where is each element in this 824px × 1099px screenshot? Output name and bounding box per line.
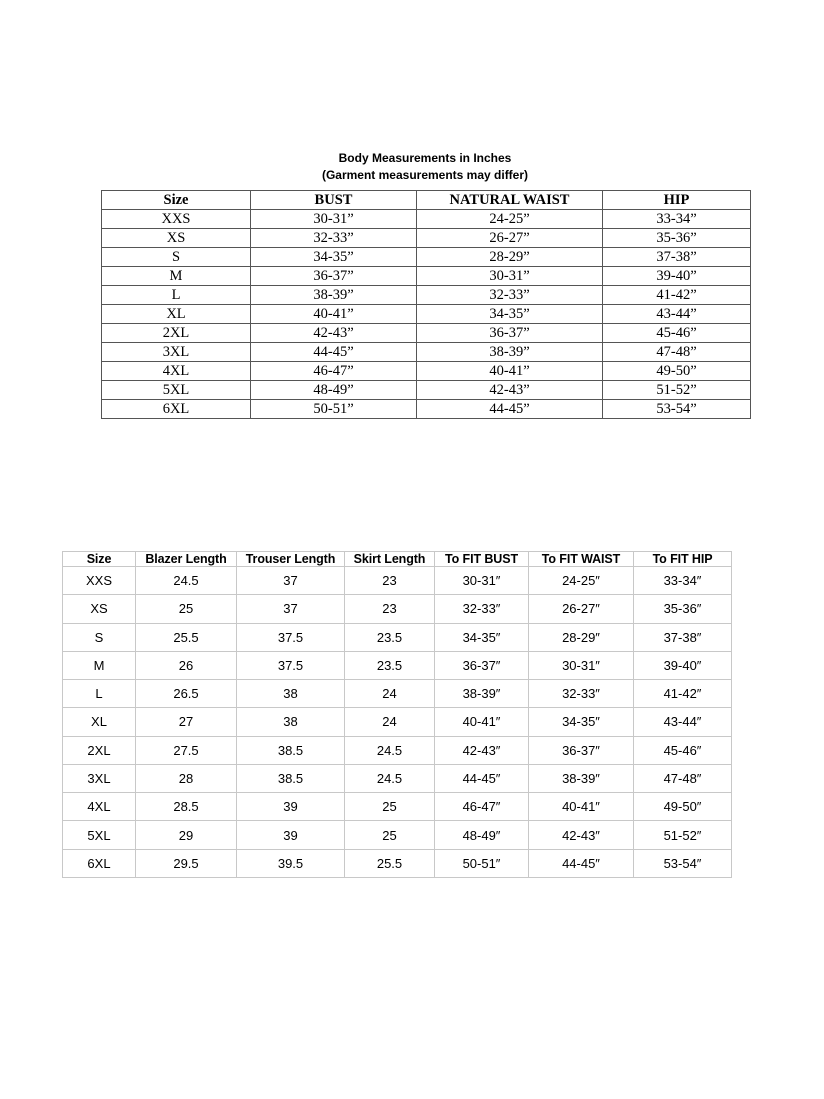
table-cell: 34-35” [417, 305, 603, 324]
column-header: To FIT BUST [435, 552, 529, 567]
column-header: NATURAL WAIST [417, 191, 603, 210]
table-row [102, 400, 751, 419]
table-cell: 30-31″ [529, 651, 634, 679]
table-cell: M [63, 651, 136, 679]
table-cell: XS [63, 595, 136, 623]
table-cell: 40-41″ [435, 708, 529, 736]
table-cell: 37 [237, 595, 345, 623]
table-cell: 37 [237, 567, 345, 595]
table-cell: 34-35” [251, 248, 417, 267]
table-cell: 24.5 [136, 567, 237, 595]
table-cell: 42-43″ [529, 821, 634, 849]
table-cell: 25 [345, 821, 435, 849]
column-header: To FIT HIP [634, 552, 732, 567]
table-cell: 35-36” [603, 229, 751, 248]
table-cell: 37.5 [237, 651, 345, 679]
table-cell: 49-50″ [634, 793, 732, 821]
table-row [63, 651, 732, 679]
body-measurements-heading [100, 150, 750, 184]
table-cell: 24-25” [417, 210, 603, 229]
table-cell: 48-49″ [435, 821, 529, 849]
table-row [63, 764, 732, 792]
table-cell: XL [102, 305, 251, 324]
table-cell: L [102, 286, 251, 305]
table-cell: 37.5 [237, 623, 345, 651]
table-cell: 35-36″ [634, 595, 732, 623]
table-row [63, 821, 732, 849]
table-cell: 39.5 [237, 849, 345, 877]
column-header: Skirt Length [345, 552, 435, 567]
table-cell: 34-35″ [529, 708, 634, 736]
table-row [63, 567, 732, 595]
table-row [102, 229, 751, 248]
column-header: Trouser Length [237, 552, 345, 567]
table-cell: 38-39” [251, 286, 417, 305]
column-header: Size [63, 552, 136, 567]
table-cell: 27.5 [136, 736, 237, 764]
table-cell: 32-33″ [435, 595, 529, 623]
table-cell: 40-41″ [529, 793, 634, 821]
table-cell: 26-27” [417, 229, 603, 248]
table-cell: 39-40” [603, 267, 751, 286]
table-cell: 25 [136, 595, 237, 623]
table-cell: 38.5 [237, 736, 345, 764]
table-row [102, 305, 751, 324]
table-cell: 42-43″ [435, 736, 529, 764]
table-cell: 5XL [63, 821, 136, 849]
table-cell: 28-29″ [529, 623, 634, 651]
column-header: HIP [603, 191, 751, 210]
table-cell: 32-33” [417, 286, 603, 305]
table-cell: 4XL [63, 793, 136, 821]
column-header: BUST [251, 191, 417, 210]
garment-size-table [62, 551, 732, 878]
table-cell: 53-54″ [634, 849, 732, 877]
table-row [102, 248, 751, 267]
table-cell: 44-45” [417, 400, 603, 419]
table-cell: 33-34″ [634, 567, 732, 595]
table-cell: 44-45” [251, 343, 417, 362]
table-cell: 44-45″ [435, 764, 529, 792]
table-cell: 3XL [102, 343, 251, 362]
table-cell: 47-48” [603, 343, 751, 362]
table-cell: 27 [136, 708, 237, 736]
table-cell: 38-39″ [435, 680, 529, 708]
table-cell: 45-46” [603, 324, 751, 343]
table-cell: 23.5 [345, 651, 435, 679]
table-cell: 37-38″ [634, 623, 732, 651]
table-cell: XXS [63, 567, 136, 595]
table-row [63, 680, 732, 708]
table-cell: XL [63, 708, 136, 736]
column-header: To FIT WAIST [529, 552, 634, 567]
table-cell: 25 [345, 793, 435, 821]
body-measurements-table [101, 190, 751, 419]
table-cell: 33-34” [603, 210, 751, 229]
column-header: Size [102, 191, 251, 210]
table-cell: 44-45″ [529, 849, 634, 877]
table-cell: 30-31” [251, 210, 417, 229]
table-row [102, 267, 751, 286]
table-row [102, 343, 751, 362]
table-cell: 32-33″ [529, 680, 634, 708]
table-row [63, 623, 732, 651]
table-cell: 39 [237, 821, 345, 849]
table-cell: 51-52” [603, 381, 751, 400]
table-cell: 24.5 [345, 764, 435, 792]
table-cell: 2XL [63, 736, 136, 764]
table-cell: S [63, 623, 136, 651]
table-cell: 23 [345, 567, 435, 595]
table-cell: 46-47″ [435, 793, 529, 821]
table-row [102, 210, 751, 229]
table-cell: 24-25″ [529, 567, 634, 595]
table-cell: 28 [136, 764, 237, 792]
table-cell: 24 [345, 708, 435, 736]
table-cell: 43-44″ [634, 708, 732, 736]
table-cell: 50-51” [251, 400, 417, 419]
table-cell: 51-52″ [634, 821, 732, 849]
table-row [102, 324, 751, 343]
table-cell: 28.5 [136, 793, 237, 821]
table-cell: 36-37” [417, 324, 603, 343]
table-cell: 42-43” [417, 381, 603, 400]
table-cell: 47-48″ [634, 764, 732, 792]
table-cell: 40-41” [251, 305, 417, 324]
table-row [63, 708, 732, 736]
table-cell: S [102, 248, 251, 267]
table-cell: 6XL [102, 400, 251, 419]
table-cell: 23.5 [345, 623, 435, 651]
table-cell: 24.5 [345, 736, 435, 764]
table-cell: 37-38” [603, 248, 751, 267]
table-cell: 29 [136, 821, 237, 849]
table-cell: 28-29” [417, 248, 603, 267]
table-cell: 5XL [102, 381, 251, 400]
table-cell: 32-33” [251, 229, 417, 248]
table-row [63, 595, 732, 623]
table-cell: 23 [345, 595, 435, 623]
table-cell: 26-27″ [529, 595, 634, 623]
table-row [102, 286, 751, 305]
table-cell: 42-43” [251, 324, 417, 343]
table-cell: 38-39″ [529, 764, 634, 792]
table-cell: M [102, 267, 251, 286]
table-cell: 34-35″ [435, 623, 529, 651]
table-cell: 38.5 [237, 764, 345, 792]
table-cell: 3XL [63, 764, 136, 792]
table-cell: 2XL [102, 324, 251, 343]
table-cell: 40-41” [417, 362, 603, 381]
table-cell: 48-49” [251, 381, 417, 400]
table-cell: XXS [102, 210, 251, 229]
table-cell: 36-37″ [435, 651, 529, 679]
table-cell: 45-46″ [634, 736, 732, 764]
table-row [102, 381, 751, 400]
table-cell: 53-54” [603, 400, 751, 419]
table-cell: L [63, 680, 136, 708]
table-cell: 25.5 [136, 623, 237, 651]
table-cell: 38 [237, 708, 345, 736]
table-cell: 6XL [63, 849, 136, 877]
table-cell: 49-50” [603, 362, 751, 381]
table-row [63, 793, 732, 821]
column-header: Blazer Length [136, 552, 237, 567]
table-cell: XS [102, 229, 251, 248]
table-row [63, 849, 732, 877]
table-subtitle: (Garment measurements may differ) [321, 168, 529, 182]
table-header-row [102, 191, 751, 210]
table-cell: 46-47” [251, 362, 417, 381]
table-cell: 38-39” [417, 343, 603, 362]
table-cell: 39 [237, 793, 345, 821]
table-cell: 41-42″ [634, 680, 732, 708]
table-cell: 39-40″ [634, 651, 732, 679]
table-cell: 4XL [102, 362, 251, 381]
table-header-row [63, 552, 732, 567]
table-cell: 43-44” [603, 305, 751, 324]
table-row [102, 362, 751, 381]
table-cell: 30-31″ [435, 567, 529, 595]
table-cell: 36-37″ [529, 736, 634, 764]
table-cell: 50-51″ [435, 849, 529, 877]
table-cell: 41-42” [603, 286, 751, 305]
table-cell: 36-37” [251, 267, 417, 286]
table-row [63, 736, 732, 764]
table-cell: 24 [345, 680, 435, 708]
table-title: Body Measurements in Inches [338, 151, 512, 165]
table-cell: 26.5 [136, 680, 237, 708]
table-cell: 25.5 [345, 849, 435, 877]
table-cell: 30-31” [417, 267, 603, 286]
table-cell: 26 [136, 651, 237, 679]
table-cell: 38 [237, 680, 345, 708]
table-cell: 29.5 [136, 849, 237, 877]
